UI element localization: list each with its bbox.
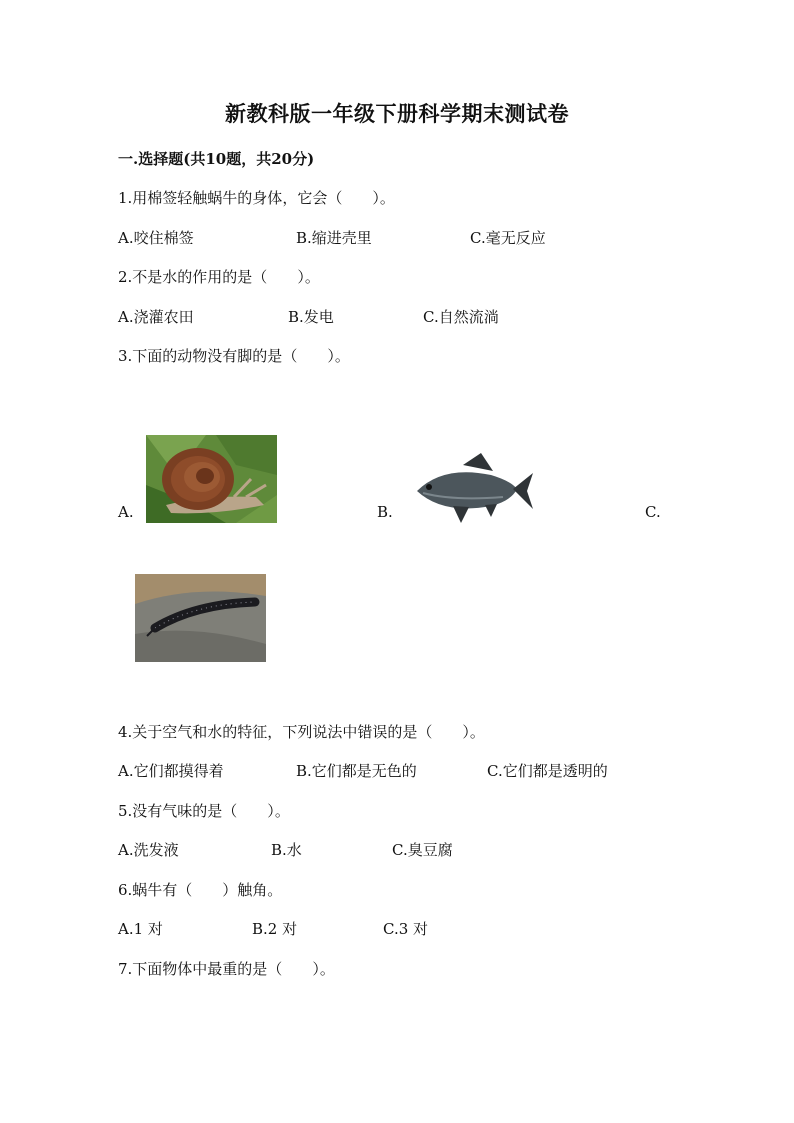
question-2-option-c[interactable]: C.自然流淌 — [423, 308, 499, 326]
question-3-option-c[interactable]: C. — [645, 503, 661, 521]
page-title: 新教科版一年级下册科学期末测试卷 — [225, 101, 569, 126]
question-5-option-a[interactable]: A.洗发液 — [118, 841, 179, 859]
question-2-option-a[interactable]: A.浇灌农田 — [118, 308, 194, 326]
question-1-stem: 1.用棉签轻触蜗牛的身体，它会（ ）。 — [118, 189, 395, 207]
question-3-stem: 3.下面的动物没有脚的是（ ）。 — [118, 347, 350, 365]
question-2-stem: 2.不是水的作用的是（ ）。 — [118, 268, 320, 286]
question-1-option-b[interactable]: B.缩进壳里 — [296, 229, 372, 247]
question-5-option-b[interactable]: B.水 — [271, 841, 302, 859]
carp-fish-photo — [413, 451, 535, 526]
question-2-option-b[interactable]: B.发电 — [288, 308, 334, 326]
question-6-stem: 6.蜗牛有（ ）触角。 — [118, 881, 283, 899]
question-3-option-a[interactable]: A. — [118, 503, 134, 521]
question-6-option-a[interactable]: A.1 对 — [118, 920, 163, 938]
snail-photo — [146, 435, 277, 523]
millipede-photo — [135, 574, 266, 662]
question-7-stem: 7.下面物体中最重的是（ ）。 — [118, 960, 335, 978]
question-1-option-c[interactable]: C.毫无反应 — [470, 229, 546, 247]
question-5-option-c[interactable]: C.臭豆腐 — [392, 841, 453, 859]
question-4-option-a[interactable]: A.它们都摸得着 — [118, 762, 224, 780]
question-3-option-b[interactable]: B. — [377, 503, 393, 521]
question-1-option-a[interactable]: A.咬住棉签 — [118, 229, 194, 247]
question-6-option-c[interactable]: C.3 对 — [383, 920, 429, 938]
question-6-option-b[interactable]: B.2 对 — [252, 920, 298, 938]
question-4-stem: 4.关于空气和水的特征，下列说法中错误的是（ ）。 — [118, 723, 485, 741]
question-4-option-c[interactable]: C.它们都是透明的 — [487, 762, 608, 780]
question-5-stem: 5.没有气味的是（ ）。 — [118, 802, 290, 820]
section-heading: 一.选择题(共10题，共20分) — [118, 150, 315, 168]
question-4-option-b[interactable]: B.它们都是无色的 — [296, 762, 417, 780]
